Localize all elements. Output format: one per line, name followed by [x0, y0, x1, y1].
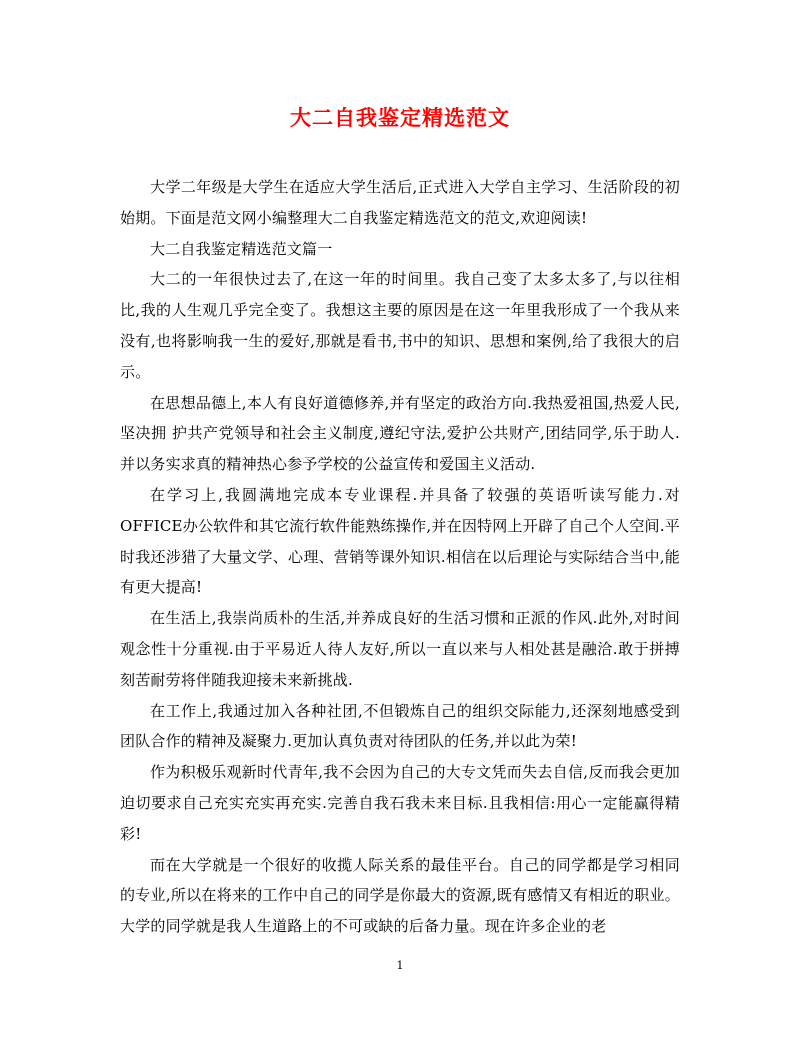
paragraph-overview: 大二的一年很快过去了,在这一年的时间里。我自己变了太多太多了,与以往相比,我的人生观几乎完全变了。我想这主要的原因是在这一年里我形成了一个我从来没有,也将影响我一生的爱好,那就是看书,书中的知识、思想和案例,给了我很大的启示。 [120, 270, 680, 381]
document-title: 大二自我鉴定精选范文 [290, 105, 510, 130]
paragraph-life: 在生活上,我崇尚质朴的生活,并养成良好的生活习惯和正派的作风.此外,对时间观念性十分重视.由于平易近人待人友好,所以一直以来与人相处甚是融洽.敢于拼搏刻苦耐劳将伴随我迎接未来新挑战. [120, 609, 680, 689]
document-body [120, 172, 680, 942]
paragraph-work: 在工作上,我通过加入各种社团,不但锻炼自己的组织交际能力,还深刻地感受到团队合作的精神及凝聚力.更加认真负责对待团队的任务,并以此为荣! [120, 701, 680, 751]
paragraph-attitude: 作为积极乐观新时代青年,我不会因为自己的大专文凭而失去自信,反而我会更加迫切要求自己充实充实再充实.完善自我石我未来目标.且我相信:用心一定能赢得精彩! [120, 763, 680, 843]
page-number: 1 [396, 959, 404, 972]
section-heading: 大二自我鉴定精选范文篇一 [150, 239, 333, 258]
paragraph-ideology: 在思想品德上,本人有良好道德修养,并有坚定的政治方向.我热爱祖国,热爱人民,坚决拥 护共产党领导和社会主义制度,遵纪守法,爱护公共财产,团结同学,乐于助人.并以务实求真的精神热心参予学校的公益宣传和爱国主义活动. [120, 393, 680, 474]
paragraph-study: 在学习上,我圆满地完成本专业课程.并具备了较强的英语听读写能力.对OFFICE办公软件和其它流行软件能熟练操作,并在因特网上开辟了自己个人空间.平时我还涉猎了大量文学、心理、营销等课外知识.相信在以后理论与实际结合当中,能有更大提高! [120, 485, 680, 597]
paragraph-intro: 大学二年级是大学生在适应大学生活后,正式进入大学自主学习、生活阶段的初始期。下面是范文网小编整理大二自我鉴定精选范文的范文,欢迎阅读! [120, 178, 680, 227]
paragraph-relationships: 而在大学就是一个很好的收揽人际关系的最佳平台。自己的同学都是学习相同的专业,所以在将来的工作中自己的同学是你最大的资源,既有感情又有相近的职业。大学的同学就是我人生道路上的不可或缺的后备力量。现在许多企业的老 [120, 855, 680, 936]
